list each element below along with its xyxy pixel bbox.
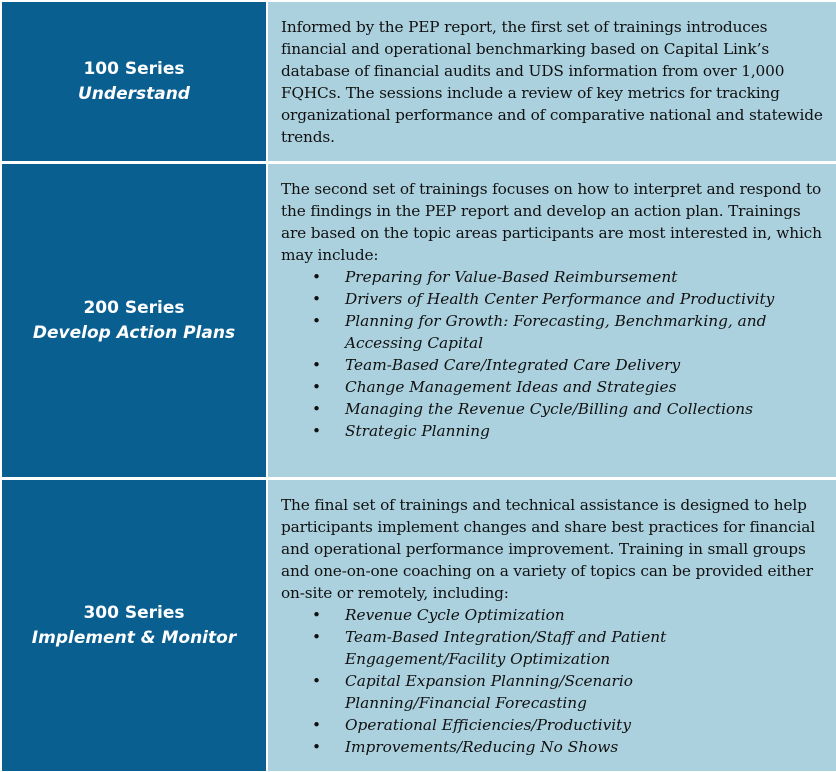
series-row-300 bbox=[0, 480, 836, 771]
series-description: The final set of trainings and technical assistance is designed to help participants implement changes and share best practices for financial and operational performance improvement. Training in small groups and one-on-one coaching on a variety of topics can be provided either on-site or remotely, including: bbox=[281, 496, 815, 602]
series-title: 200 Series bbox=[83, 297, 185, 318]
series-header-cell bbox=[2, 164, 266, 477]
series-description: The second set of trainings focuses on how to interpret and respond to the findings in the PEP report and develop an action plan. Trainings are based on the topic areas participants are most interested in, which may include: bbox=[281, 180, 822, 264]
list-item: • Capital Expansion Planning/Scenario Planning/Financial Forecasting bbox=[281, 670, 826, 714]
series-row-100 bbox=[0, 2, 836, 161]
series-subtitle: Implement & Monitor bbox=[31, 627, 237, 648]
series-title: 300 Series bbox=[83, 602, 185, 623]
series-description-cell bbox=[268, 164, 836, 477]
series-subtitle: Understand bbox=[78, 83, 190, 104]
topic-list bbox=[281, 604, 826, 758]
list-item: • Improvements/Reducing No Shows bbox=[281, 736, 826, 758]
series-description-cell bbox=[268, 480, 836, 771]
series-row-200 bbox=[0, 164, 836, 477]
series-header-cell bbox=[2, 480, 266, 771]
series-header-cell bbox=[2, 2, 266, 161]
list-item: • Revenue Cycle Optimization bbox=[281, 604, 826, 626]
series-description: Informed by the PEP report, the first set of trainings introduces financial and operational benchmarking based on Capital Link’s database of financial audits and UDS information from over 1,000 FQHCs. The sessions include a review of key metrics for tracking organizational performance and of comparative national and statewide trends. bbox=[281, 18, 823, 146]
list-item: • Team-Based Care/Integrated Care Delivery bbox=[281, 354, 826, 376]
series-title: 100 Series bbox=[83, 58, 185, 79]
series-description-cell bbox=[268, 2, 836, 161]
list-item: • Preparing for Value-Based Reimbursement bbox=[281, 266, 826, 288]
list-item: • Drivers of Health Center Performance and Productivity bbox=[281, 288, 826, 310]
list-item: • Operational Efficiencies/Productivity bbox=[281, 714, 826, 736]
list-item: • Planning for Growth: Forecasting, Benchmarking, and Accessing Capital bbox=[281, 310, 826, 354]
list-item: • Managing the Revenue Cycle/Billing and Collections bbox=[281, 398, 826, 420]
list-item: • Strategic Planning bbox=[281, 420, 826, 442]
topic-list bbox=[281, 266, 826, 442]
series-subtitle: Develop Action Plans bbox=[32, 322, 236, 343]
list-item: • Change Management Ideas and Strategies bbox=[281, 376, 826, 398]
list-item: • Team-Based Integration/Staff and Patient Engagement/Facility Optimization bbox=[281, 626, 826, 670]
